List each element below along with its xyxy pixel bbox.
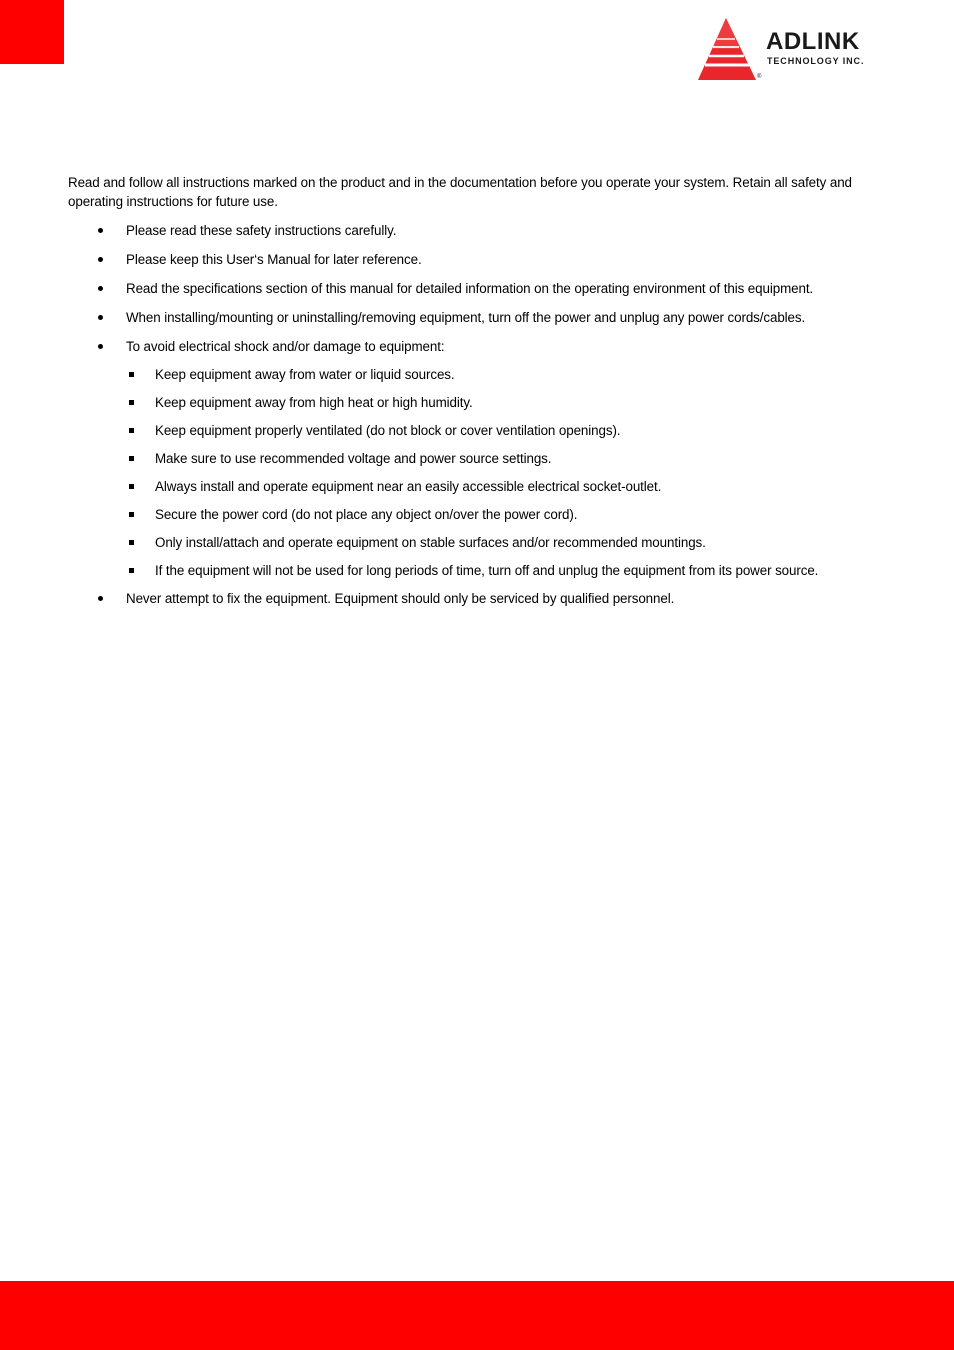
sublist-item-text: Make sure to use recommended voltage and power source settings. xyxy=(155,451,552,466)
square-bullet-icon xyxy=(129,484,134,489)
electrical-safety-sublist xyxy=(0,356,954,580)
adlink-logo xyxy=(696,18,908,84)
list-item-text: Please read these safety instructions carefully. xyxy=(126,223,397,238)
bullet-dot-icon xyxy=(98,286,103,291)
logo-registered-mark: ® xyxy=(757,74,762,80)
sublist-item-text: If the equipment will not be used for long periods of time, turn off and unplug the equipment from its power source. xyxy=(155,563,819,578)
sublist-item-text: Secure the power cord (do not place any object on/over the power cord). xyxy=(155,507,578,522)
bullet-dot-icon xyxy=(98,257,103,262)
red-footer-band xyxy=(0,1281,954,1350)
square-bullet-icon xyxy=(129,428,134,433)
adlink-triangle-logo-icon xyxy=(696,18,758,82)
square-bullet-icon xyxy=(129,568,134,573)
logo-subtitle: TECHNOLOGY INC. xyxy=(767,56,865,66)
square-bullet-icon xyxy=(129,540,134,545)
list-item xyxy=(0,279,954,298)
list-item xyxy=(0,250,954,269)
bullet-dot-icon xyxy=(98,315,103,320)
list-item-text: To avoid electrical shock and/or damage to equipment: xyxy=(126,339,445,354)
list-item-text: Never attempt to fix the equipment. Equipment should only be serviced by qualified personnel. xyxy=(126,591,675,606)
sublist-item xyxy=(0,421,954,440)
square-bullet-icon xyxy=(129,372,134,377)
sublist-item xyxy=(0,365,954,384)
sublist-item-text: Keep equipment properly ventilated (do not block or cover ventilation openings). xyxy=(155,423,621,438)
list-item xyxy=(0,221,954,240)
square-bullet-icon xyxy=(129,456,134,461)
bullet-dot-icon xyxy=(98,596,103,601)
logo-wordmark: ADLINK xyxy=(766,28,860,55)
bullet-dot-icon xyxy=(98,344,103,349)
safety-instructions-list xyxy=(0,221,954,618)
sublist-item xyxy=(0,449,954,468)
list-item xyxy=(0,308,954,327)
sublist-item-text: Only install/attach and operate equipment on stable surfaces and/or recommended mountings. xyxy=(155,535,706,550)
bullet-dot-icon xyxy=(98,228,103,233)
square-bullet-icon xyxy=(129,512,134,517)
sublist-item-text: Keep equipment away from high heat or high humidity. xyxy=(155,395,473,410)
list-item-text: Read the specifications section of this manual for detailed information on the operating environment of this equipment. xyxy=(126,281,814,296)
sublist-item xyxy=(0,561,954,580)
red-corner-tab xyxy=(0,0,64,64)
intro-paragraph: Read and follow all instructions marked on the product and in the documentation before you operate your system. Retain all safety and operating instructions for future use. xyxy=(68,175,852,209)
list-item xyxy=(0,589,954,608)
list-item-text: When installing/mounting or uninstalling/removing equipment, turn off the power and unplug any power cords/cables. xyxy=(126,310,806,325)
sublist-item xyxy=(0,393,954,412)
sublist-item xyxy=(0,505,954,524)
sublist-item xyxy=(0,533,954,552)
list-item xyxy=(0,337,954,580)
sublist-item-text: Keep equipment away from water or liquid sources. xyxy=(155,367,455,382)
square-bullet-icon xyxy=(129,400,134,405)
list-item-text: Please keep this User‘s Manual for later reference. xyxy=(126,252,422,267)
sublist-item-text: Always install and operate equipment near an easily accessible electrical socket-outlet. xyxy=(155,479,662,494)
sublist-item xyxy=(0,477,954,496)
